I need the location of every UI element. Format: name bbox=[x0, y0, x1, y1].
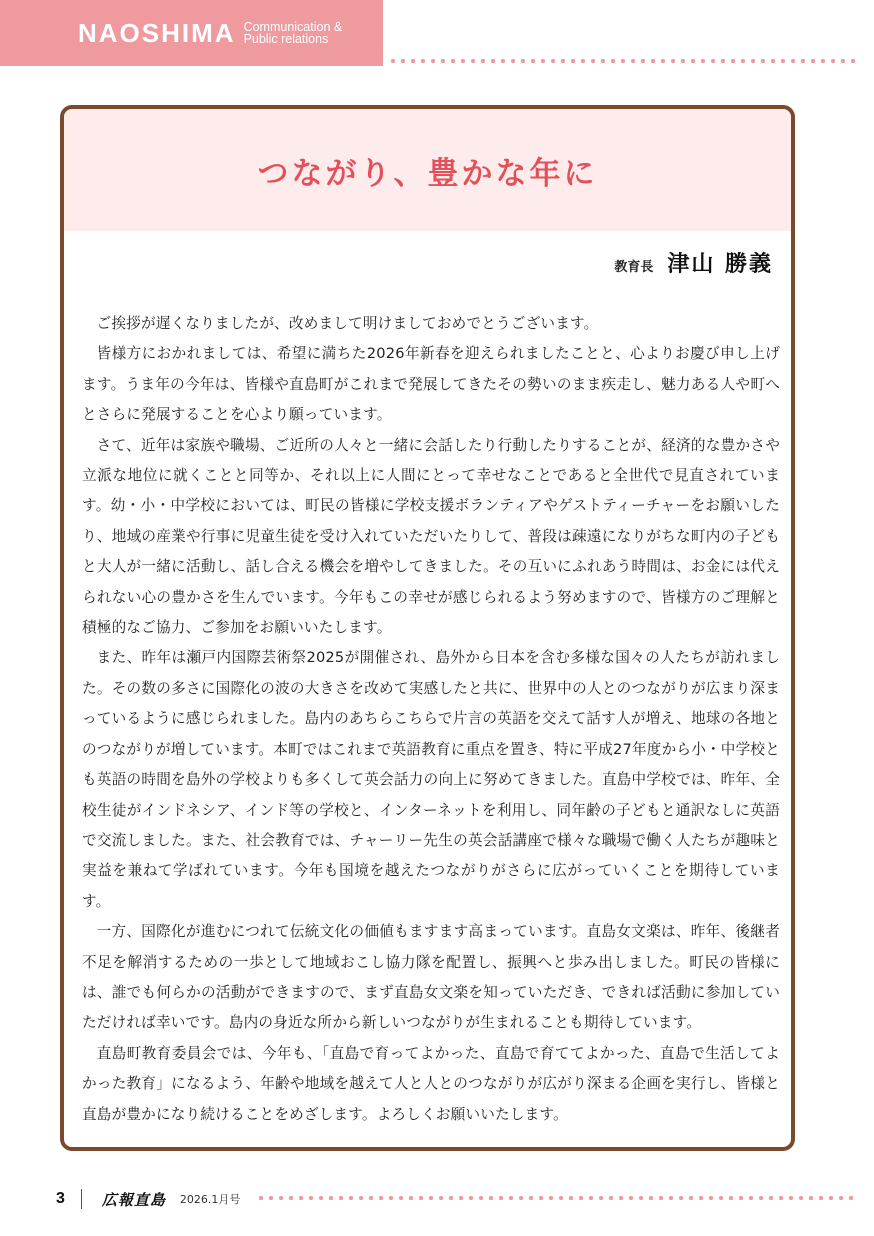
dotted-divider-bottom bbox=[256, 1195, 856, 1201]
brand-subtitle bbox=[244, 21, 343, 45]
paragraph: 直島町教育委員会では、今年も、「直島で育ってよかった、直島で育ててよかった、直島で生活してよかった教育」になるよう、年齢や地域を越えて人と人とのつながりが広がり深まる企画を実行し、皆様と直島が豊かになり続けることをめざします。よろしくお願いいたします。 bbox=[82, 1044, 780, 1123]
header-band bbox=[0, 0, 383, 66]
paragraph: 一方、国際化が進むにつれて伝統文化の価値もますます高まっています。直島女文楽は、昨年、後継者不足を解消するための一歩として地域おこし協力隊を配置し、振興へと歩み出しました。町民の皆様には、誰でも何らかの活動ができますので、まず直島女文楽を知っていただき、できれば活動に参加していただければ幸いです。島内の身近な所から新しいつながりが生まれることも期待しています。 bbox=[82, 923, 780, 1032]
publication-logo: 広報直島 bbox=[101, 1190, 166, 1209]
article-title: つながり、豊かな年に bbox=[257, 155, 598, 192]
brand-subtitle-line2: Public relations bbox=[243, 32, 329, 46]
page-footer bbox=[56, 1186, 240, 1212]
brand-title: NAOSHIMA bbox=[78, 17, 236, 48]
title-band bbox=[64, 109, 791, 231]
article-frame bbox=[60, 105, 795, 1151]
footer-separator bbox=[81, 1189, 82, 1209]
paragraph: ご挨拶が遅くなりましたが、改めまして明けましておめでとうございます。 bbox=[96, 315, 599, 332]
author-role: 教育長 bbox=[614, 260, 654, 275]
paragraph: 皆様方におかれましては、希望に満ちた2026年新春を迎えられましたことと、心よりお慶び申し上げます。うま年の今年は、皆様や直島町がこれまで発展してきたその勢いのまま疾走し、魅力ある人や町へとさらに発展することを心より願っています。 bbox=[82, 345, 780, 424]
author-line bbox=[614, 247, 773, 278]
issue-label: 2026.1月号 bbox=[179, 1193, 241, 1206]
author-name: 津山 勝義 bbox=[667, 252, 773, 277]
article-body bbox=[82, 309, 780, 1130]
paragraph: また、昨年は瀬戸内国際芸術祭2025が開催され、島外から日本を含む多様な国々の人たちが訪れました。その数の多さに国際化の波の大きさを改めて実感したと共に、世界中の人とのつながりが広まり深まっているように感じられました。島内のあちらこちらで片言の英語を交えて話す人が増え、地球の各地とのつながりが増しています。本町ではこれまで英語教育に重点を置き、特に平成27年度から小・中学校とも英語の時間を島外の学校よりも多くして英会話力の向上に努めてきました。直島中学校では、昨年、全校生徒がインドネシア、インド等の学校と、インターネットを利用し、同年齢の子どもと通訳なしに英語で交流しました。また、社会教育では、チャーリー先生の英会話講座で様々な職場で働く人たちが趣味と実益を兼ねて学ばれています。今年も国境を越えたつながりがさらに広がっていくことを期待しています。 bbox=[82, 649, 780, 910]
page-number: 3 bbox=[56, 1190, 65, 1207]
paragraph: さて、近年は家族や職場、ご近所の人々と一緒に会話したり行動したりすることが、経済的な豊かさや立派な地位に就くことと同等か、それ以上に人間にとって幸せなことであると全世代で見直されています。幼・小・中学校においては、町民の皆様に学校支援ボランティアやゲストティーチャーをお願いしたり、地域の産業や行事に児童生徒を受け入れていただいたりして、普段は疎遠になりがちな町内の子どもと大人が一緒に活動し、話し合える機会を増やしてきました。その互いにふれあう時間は、お金には代えられない心の豊かさを生んでいます。今年もこの幸せが感じられるよう努めますので、皆様方のご理解と積極的なご協力、ご参加をお願いいたします。 bbox=[82, 436, 780, 637]
brand-subtitle-line1: Communication & bbox=[243, 20, 343, 34]
dotted-divider-top bbox=[388, 58, 858, 64]
